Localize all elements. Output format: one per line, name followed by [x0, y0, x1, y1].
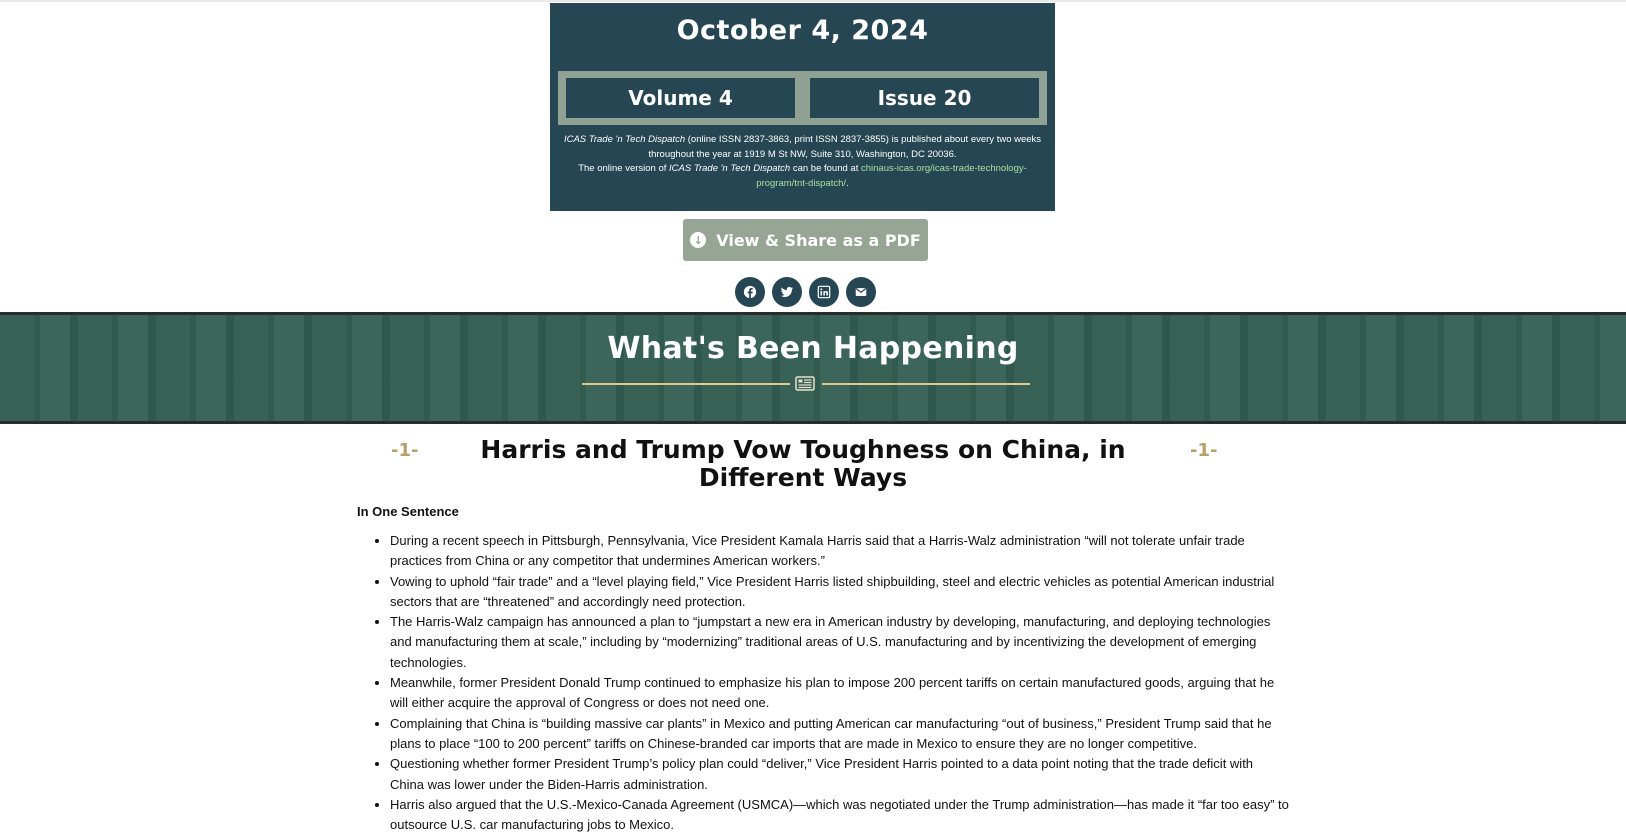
volume-issue-frame — [558, 71, 1047, 125]
divider-left — [582, 383, 790, 385]
download-circle-icon: ↓ — [690, 232, 706, 248]
pdf-button-label: View & Share as a PDF — [716, 230, 921, 250]
online-version-link[interactable]: chinaus-icas.org/icas-trade-technology-program/tnt-dispatch/ — [756, 163, 1027, 189]
list-item: • The Harris-Walz campaign has announced a plan to “jumpstart a new era in American industry by developing, manufacturing, and deploying technologies and manufacturing them at scale,” including by “modernizing” traditional areas of U.S. manufacturing and by incentivizing the development of emerging technologies. — [390, 612, 1290, 673]
email-icon[interactable] — [846, 277, 876, 307]
divider-right — [822, 383, 1030, 385]
list-item: • Questioning whether former President Trump’s policy plan could “deliver,” Vice President Harris pointed to a data point noting that the trade deficit with China was lower under the Biden-Harris administration. — [390, 754, 1290, 795]
publication-note — [562, 133, 1043, 191]
facebook-icon[interactable] — [735, 277, 765, 307]
online-version-prefix: The online version of — [578, 163, 670, 174]
volume-label: Volume 4 — [566, 78, 795, 118]
section-banner — [0, 312, 1626, 424]
list-item: • Complaining that China is “building massive car plants” in Mexico and putting American car manufacturing “out of business,” President Trump said that he plans to place “100 to 200 percent” tariffs on Chinese-branded car imports that are made in Mexico to ensure they are no longer competitive. — [390, 714, 1290, 755]
article-number-right: -1- — [1190, 440, 1218, 461]
summary-list — [357, 531, 1290, 835]
linkedin-icon[interactable] — [809, 277, 839, 307]
publication-name: ICAS Trade 'n Tech Dispatch — [563, 134, 686, 145]
newspaper-icon — [795, 376, 815, 391]
article-subhead: In One Sentence — [357, 504, 459, 519]
publication-details: (online ISSN 2837-3863, print ISSN 2837-3855) is published about every two weeks throughout the year at 1919 M St NW, Suite 310, Washington, DC 20036. — [648, 134, 1042, 160]
twitter-icon[interactable] — [772, 277, 802, 307]
article-title: Harris and Trump Vow Toughness on China, in Different Ways — [480, 435, 1126, 492]
list-item: • Harris also argued that the U.S.-Mexico-Canada Agreement (USMCA)—which was negotiated under the Trump administration—has made it “far too easy” to outsource U.S. car manufacturing jobs to Mexico. — [390, 795, 1290, 835]
masthead — [550, 3, 1055, 211]
publication-name-2: ICAS Trade 'n Tech Dispatch — [669, 163, 791, 174]
issue-label: Issue 20 — [810, 78, 1039, 118]
view-share-pdf-button[interactable] — [683, 219, 928, 261]
list-item: • Vowing to uphold “fair trade” and a “level playing field,” Vice President Harris listed shipbuilding, steel and electric vehicles as potential American industrial sectors that are “threatened” and accordingly need protection. — [390, 572, 1290, 613]
section-title: What's Been Happening — [607, 331, 1019, 366]
online-version-end: . — [846, 177, 849, 189]
list-item: • During a recent speech in Pittsburgh, Pennsylvania, Vice President Kamala Harris said that a Harris-Walz administration “will not tolerate unfair trade practices from China or any competitor that undermines American workers.” — [390, 531, 1290, 572]
list-item: • Meanwhile, former President Donald Trump continued to emphasize his plan to impose 200 percent tariffs on certain manufactured goods, arguing that he will either acquire the approval of Congress or does not need one. — [390, 673, 1290, 714]
online-version-mid: can be found at — [790, 163, 861, 174]
top-border — [0, 0, 1626, 2]
issue-date: October 4, 2024 — [676, 15, 929, 46]
share-icons — [735, 277, 876, 307]
article-number-left: -1- — [391, 440, 419, 461]
